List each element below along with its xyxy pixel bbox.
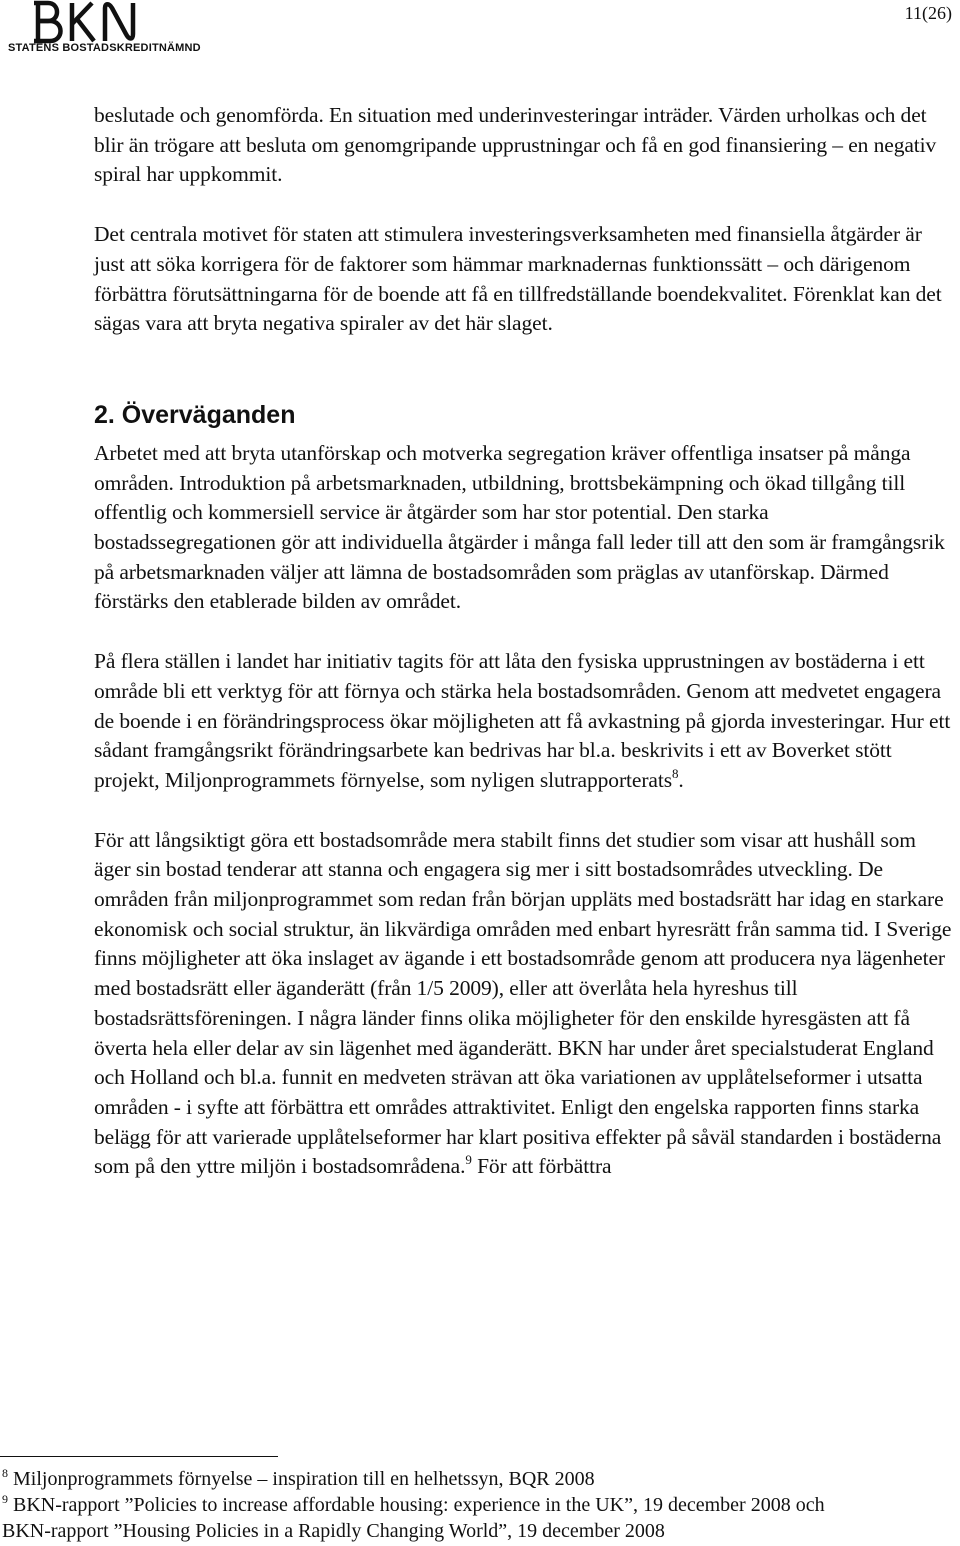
- footnote-8: [2, 1466, 958, 1492]
- paragraph-3: Arbetet med att bryta utanförskap och motverka segregation kräver offentliga insatser på många områden. Introduktion på arbetsmarknaden, utbildning, brottsbekämpning och ökad tillgång till offentlig och kommersiell service är åtgärder som har stor potential. Den starka bostadssegregationen gör att individuella åtgärder i många fall leder till att den som är framgångsrik på arbetsmarknaden väljer att lämna de bostadsområden som präglas av utanförskap. Därmed förstärks den etablerade bilden av området.: [94, 440, 945, 614]
- paragraph-2: Det centrala motivet för staten att stimulera investeringsverksamheten med finansiella åtgärder är just att söka korrigera för de faktorer som hämmar marknadernas funktionssätt – och därigenom förbättra förutsättningarna för de boende att få en tillfredställande boendekvalitet. Förenklat kan det sägas vara att bryta negativa spiraler av det här slaget.: [94, 222, 942, 336]
- page-header: [0, 0, 960, 60]
- agency-name: STATENS BOSTADSKREDITNÄMND: [8, 42, 201, 54]
- footnote-ref-9[interactable]: 9: [465, 1152, 472, 1168]
- page-number: 11(26): [904, 3, 952, 23]
- paragraph-4: [94, 647, 954, 796]
- section-heading: 2. Överväganden: [94, 400, 296, 429]
- footnote-number: 9: [2, 1492, 8, 1506]
- paragraph-4-end: .: [678, 767, 684, 792]
- bkn-logo-mark: [30, 0, 138, 44]
- paragraph-5-text: För att långsiktigt göra ett bostadsområde mera stabilt finns det studier som visar att hushåll som äger sin bostad tenderar att stanna och engagera sig mer i sitt bostadsområdes utveckling. De områden från miljonprogrammet som redan från början uppläts med bostadsrätt har idag en starkare ekonomisk och social struktur, än likvärdiga områden med enbart hyresrätt från samma tid. I Sverige finns möjligheter att öka inslaget av ägande i ett bostadsområde genom att producera nya lägenheter med bostadsrätt eller äganderätt (från 1/5 2009), eller att överlåta hela hyreshus till bostadsrättsföreningen. I några länder finns olika möjligheter för den enskilde hyresgästen att få överta hela eller delar av sin lägenhet med äganderätt. BKN har under året specialstuderat England och Holland och bl.a. funnit en medveten strävan att öka variationen av upplåtelseformer i utsatta områden - i syfte att förbättra ett områdes attraktivitet. Enligt den engelska rapporten finns starka belägg för att varierade upplåtelseformer har klart positiva effekter på såväl standarden i bostäderna som på den yttre miljön i bostadsområdena.: [94, 827, 952, 1179]
- footnote-9-continued: [2, 1518, 958, 1544]
- bkn-logo: [8, 0, 201, 58]
- document-body: [94, 101, 954, 1182]
- paragraph-5-end: För att förbättra: [471, 1154, 612, 1179]
- footnote-ref-8[interactable]: 8: [671, 765, 679, 781]
- footnotes: [2, 1466, 958, 1544]
- paragraph-5: [94, 826, 954, 1182]
- paragraph-1: beslutade och genomförda. En situation med underinvesteringar inträder. Värden urholkas och det blir än trögare att besluta om genomgripande upprustningar och få en god finansiering – en negativ spiral har uppkommit.: [94, 103, 937, 187]
- footnote-text: Miljonprogrammets förnyelse – inspiration till en helhetssyn, BQR 2008: [8, 1468, 595, 1490]
- footnote-9: [2, 1492, 958, 1518]
- paragraph-4-text: På flera ställen i landet har initiativ tagits för att låta den fysiska upprustningen av bostäderna i ett område bli ett verktyg för att förnya och stärka hela bostadsområden. Genom att medvetet engagera de boende i en förändringsprocess ökar möjligheten att få avkastning på gjorda investeringar. Hur ett sådant framgångsrikt förändringsarbete kan bedrivas har bl.a. beskrivits i ett av Boverket stött projekt, Miljonprogrammets förnyelse, som nyligen slutrapporterats: [94, 649, 951, 792]
- footnote-text: BKN-rapport ”Policies to increase affordable housing: experience in the UK”, 19 december 2008 och: [8, 1494, 825, 1516]
- footnote-text: BKN-rapport ”Housing Policies in a Rapidly Changing World”, 19 december 2008: [2, 1520, 665, 1542]
- footnote-divider: [0, 1456, 278, 1457]
- footnote-number: 8: [2, 1466, 8, 1480]
